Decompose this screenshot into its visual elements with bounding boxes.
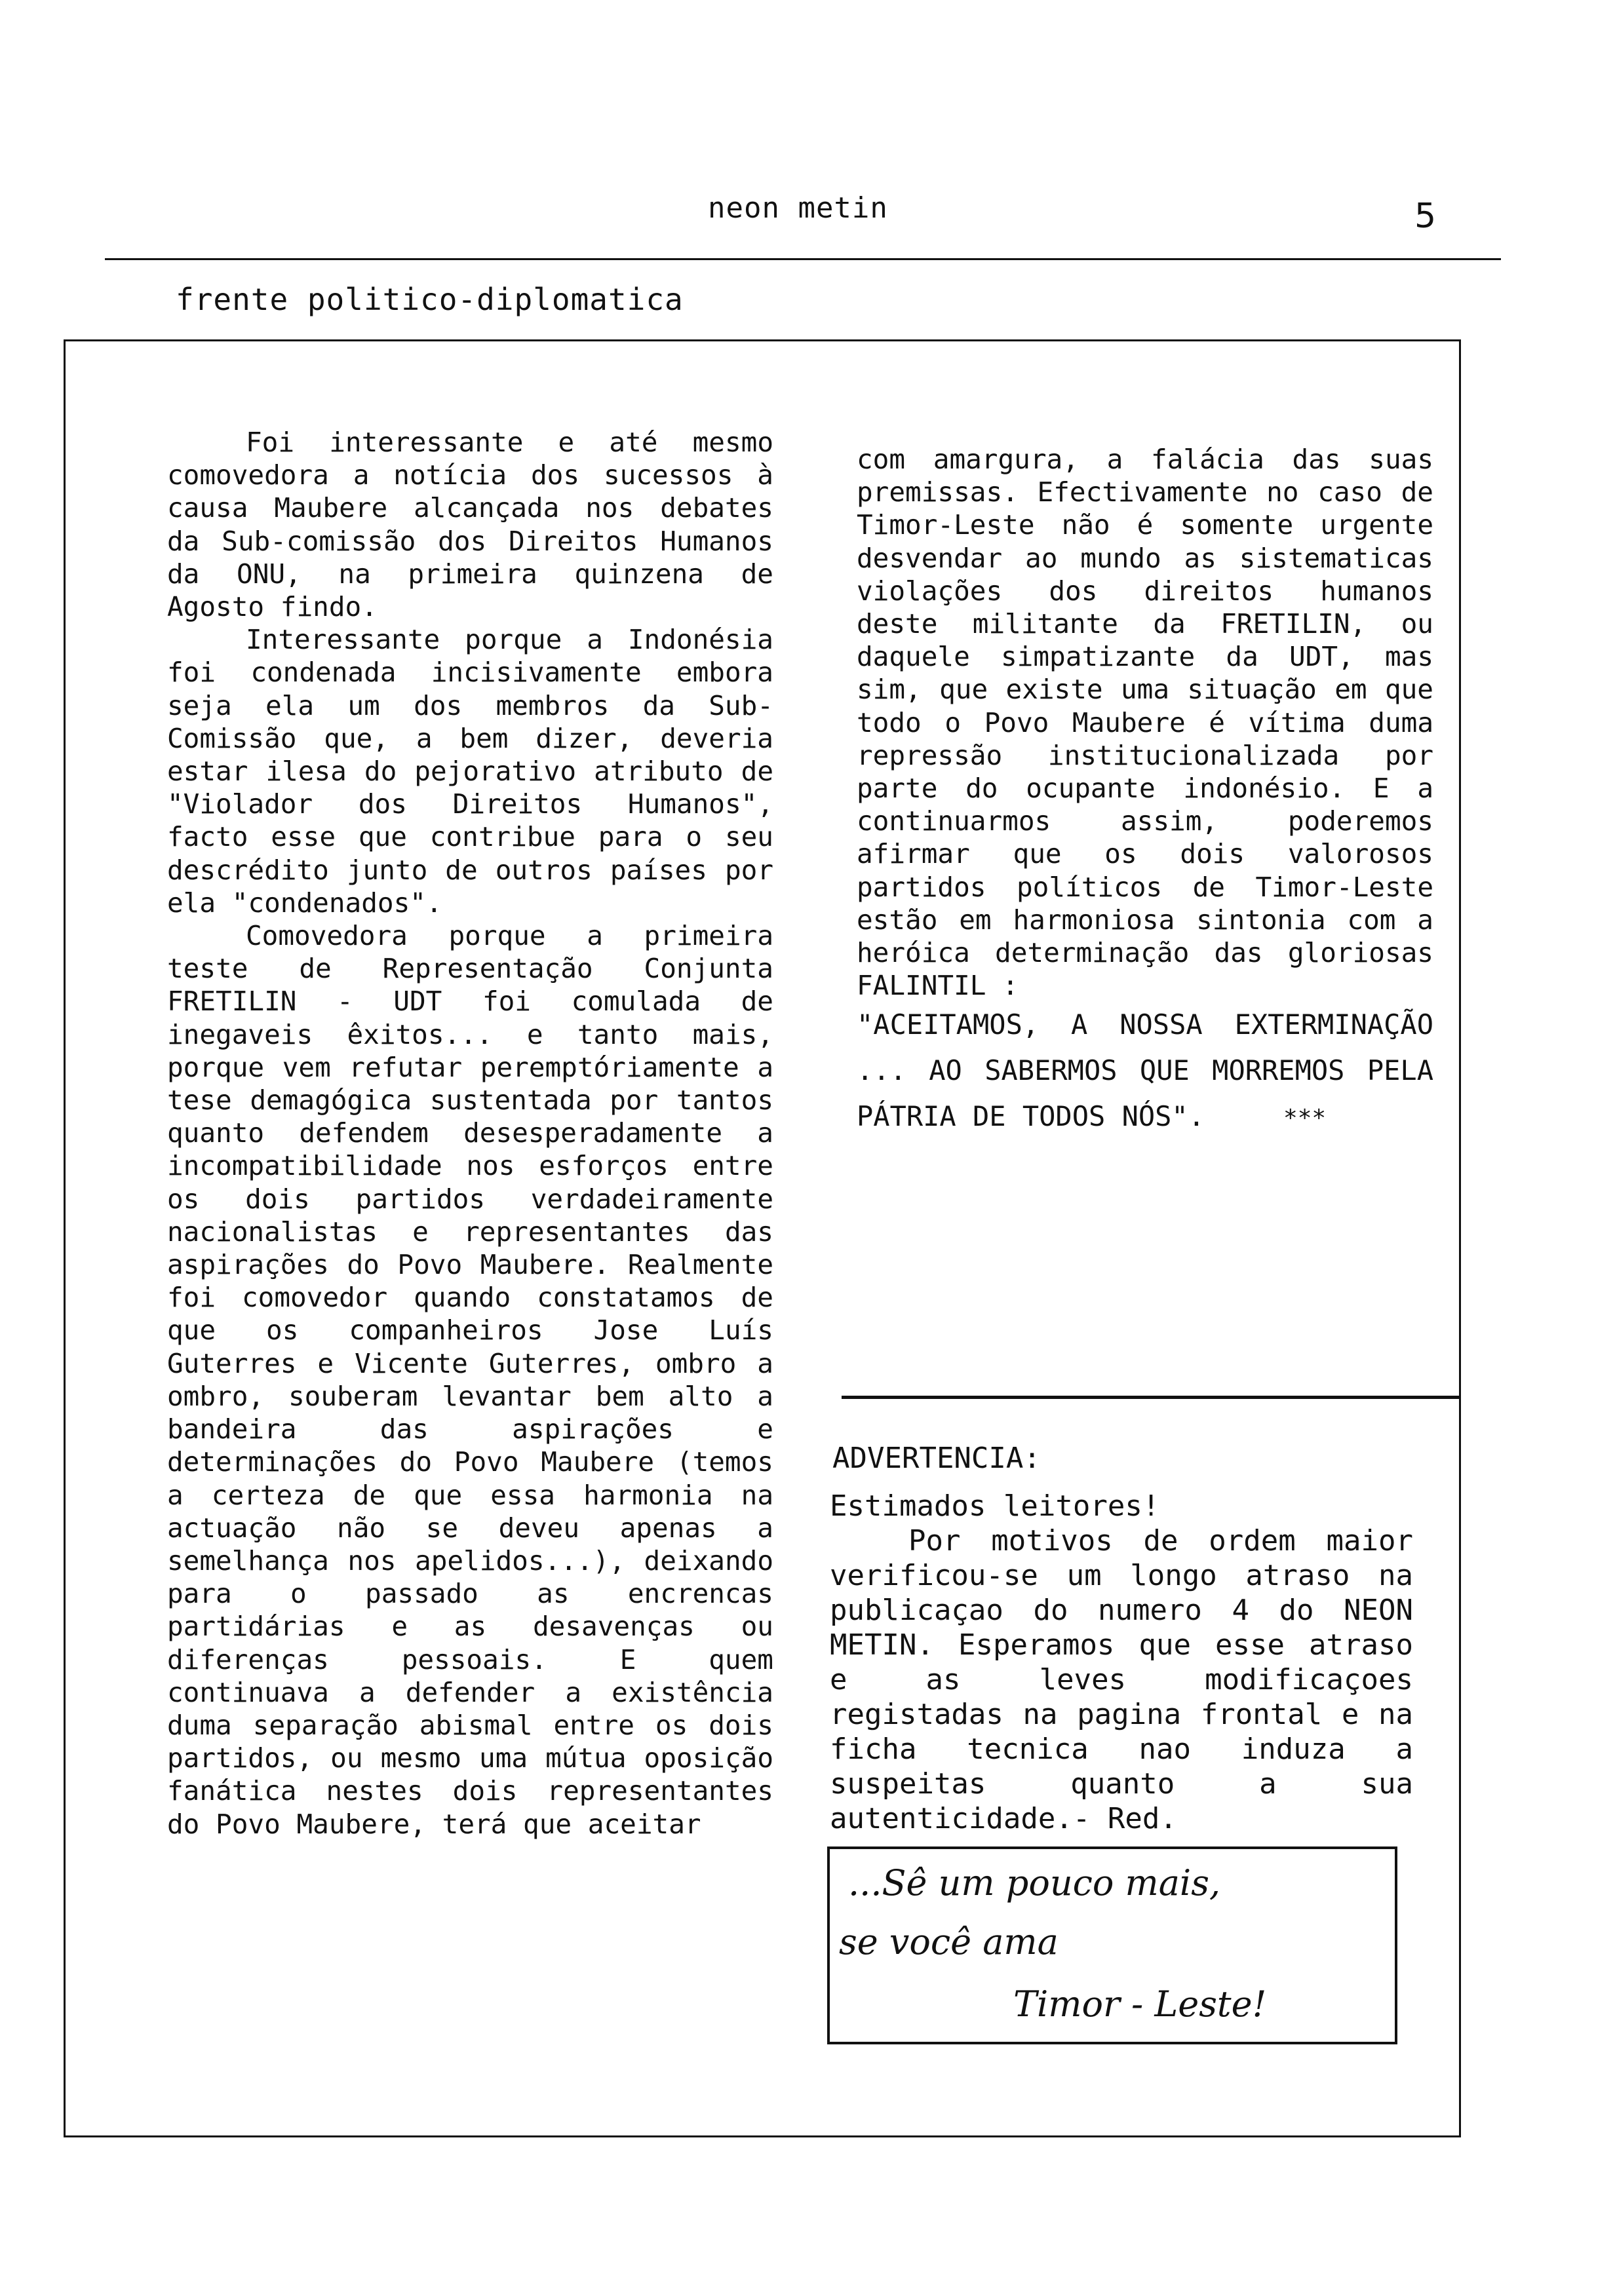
header-rule xyxy=(105,258,1501,260)
section-divider xyxy=(842,1396,1460,1399)
page-title: neon metin xyxy=(708,191,888,225)
motto-line-3: Timor - Leste! xyxy=(1013,1983,1267,2025)
article-left-column xyxy=(167,426,773,1841)
article-right-column xyxy=(857,443,1433,1141)
notice-body xyxy=(830,1489,1413,1836)
notice-text: Por motivos de ordem maior verificou-se um longo atraso na publicaçao do numero 4 do NEON METIN. Esperamos que esse atraso e as leves modificaçoes registadas na pagina frontal e na ficha tecnica nao induza a suspeitas quanto a sua autenticidade.- Red. xyxy=(830,1524,1413,1835)
end-mark: *** xyxy=(1283,1105,1327,1132)
article-paragraph: Comovedora porque a primeira teste de Representação Conjunta FRETILIN - UDT foi comulada de inegaveis êxitos... e tanto mais, porque vem refutar peremptóriamente a tese demagógica sustentada por tantos quanto defendem desesperadamente a incompatibilidade nos esforços entre os dois partidos verdadeiramente nacionalistas e representantes das aspirações do Povo Maubere. Realmente foi comovedor quando constatamos de que os companheiros Jose Luís Guterres e Vicente Guterres, ombro a ombro, souberam levantar bem alto a bandeira das aspirações e determinações do Povo Maubere (temos a certeza de que essa harmonia na actuação não se deveu apenas a semelhança nos apelidos...), deixando para o passado as encrencas partidárias e as desavenças ou diferenças pessoais. E quem continuava a defender a existência duma separação abismal entre os dois partidos, ou mesmo uma mútua oposição fanática nestes dois representantes do Povo Maubere, terá que aceitar xyxy=(167,920,773,1840)
page-number: 5 xyxy=(1414,197,1437,236)
motto-box xyxy=(827,1846,1397,2044)
article-paragraph: Interessante porque a Indonésia foi condenada incisivamente embora seja ela um dos membros da Sub-Comissão que, a bem dizer, deveria estar ilesa do pejorativo atributo de "Violador dos Direitos Humanos", facto esse que contribue para o seu descrédito junto de outros países por ela "condenados". xyxy=(167,624,773,919)
closing-quote-text: "ACEITAMOS, A NOSSA EXTERMINAÇÃO ... AO SABERMOS QUE MORREMOS PELA PÁTRIA DE TODOS NÓS". xyxy=(857,1008,1433,1133)
section-label: frente politico-diplomatica xyxy=(176,282,684,317)
article-paragraph: Foi interessante e até mesmo comovedora a notícia dos sucessos à causa Maubere alcançada nos debates da Sub-comissão dos Direitos Humanos da ONU, na primeira quinzena de Agosto findo. xyxy=(167,427,773,623)
closing-quote xyxy=(857,1002,1433,1141)
notice-title: ADVERTENCIA: xyxy=(832,1442,1041,1475)
notice-greeting: Estimados leitores! xyxy=(830,1489,1160,1523)
article-paragraph: com amargura, a falácia das suas premissas. Efectivamente no caso de Timor-Leste não é somente urgente desvendar ao mundo as sistematicas violações dos direitos humanos deste militante da FRETILIN, ou daquele simpatizante da UDT, mas sim, que existe uma situação em que todo o Povo Maubere é vítima duma repressão institucionalizada por parte do ocupante indonésio. E a continuarmos assim, poderemos afirmar que os dois valorosos partidos políticos de Timor-Leste estão em harmoniosa sintonia com a heróica determinação das gloriosas FALINTIL : xyxy=(857,444,1433,1002)
motto-line-2: se você ama xyxy=(839,1921,1059,1962)
motto-line-1: ...Sê um pouco mais, xyxy=(848,1862,1221,1904)
